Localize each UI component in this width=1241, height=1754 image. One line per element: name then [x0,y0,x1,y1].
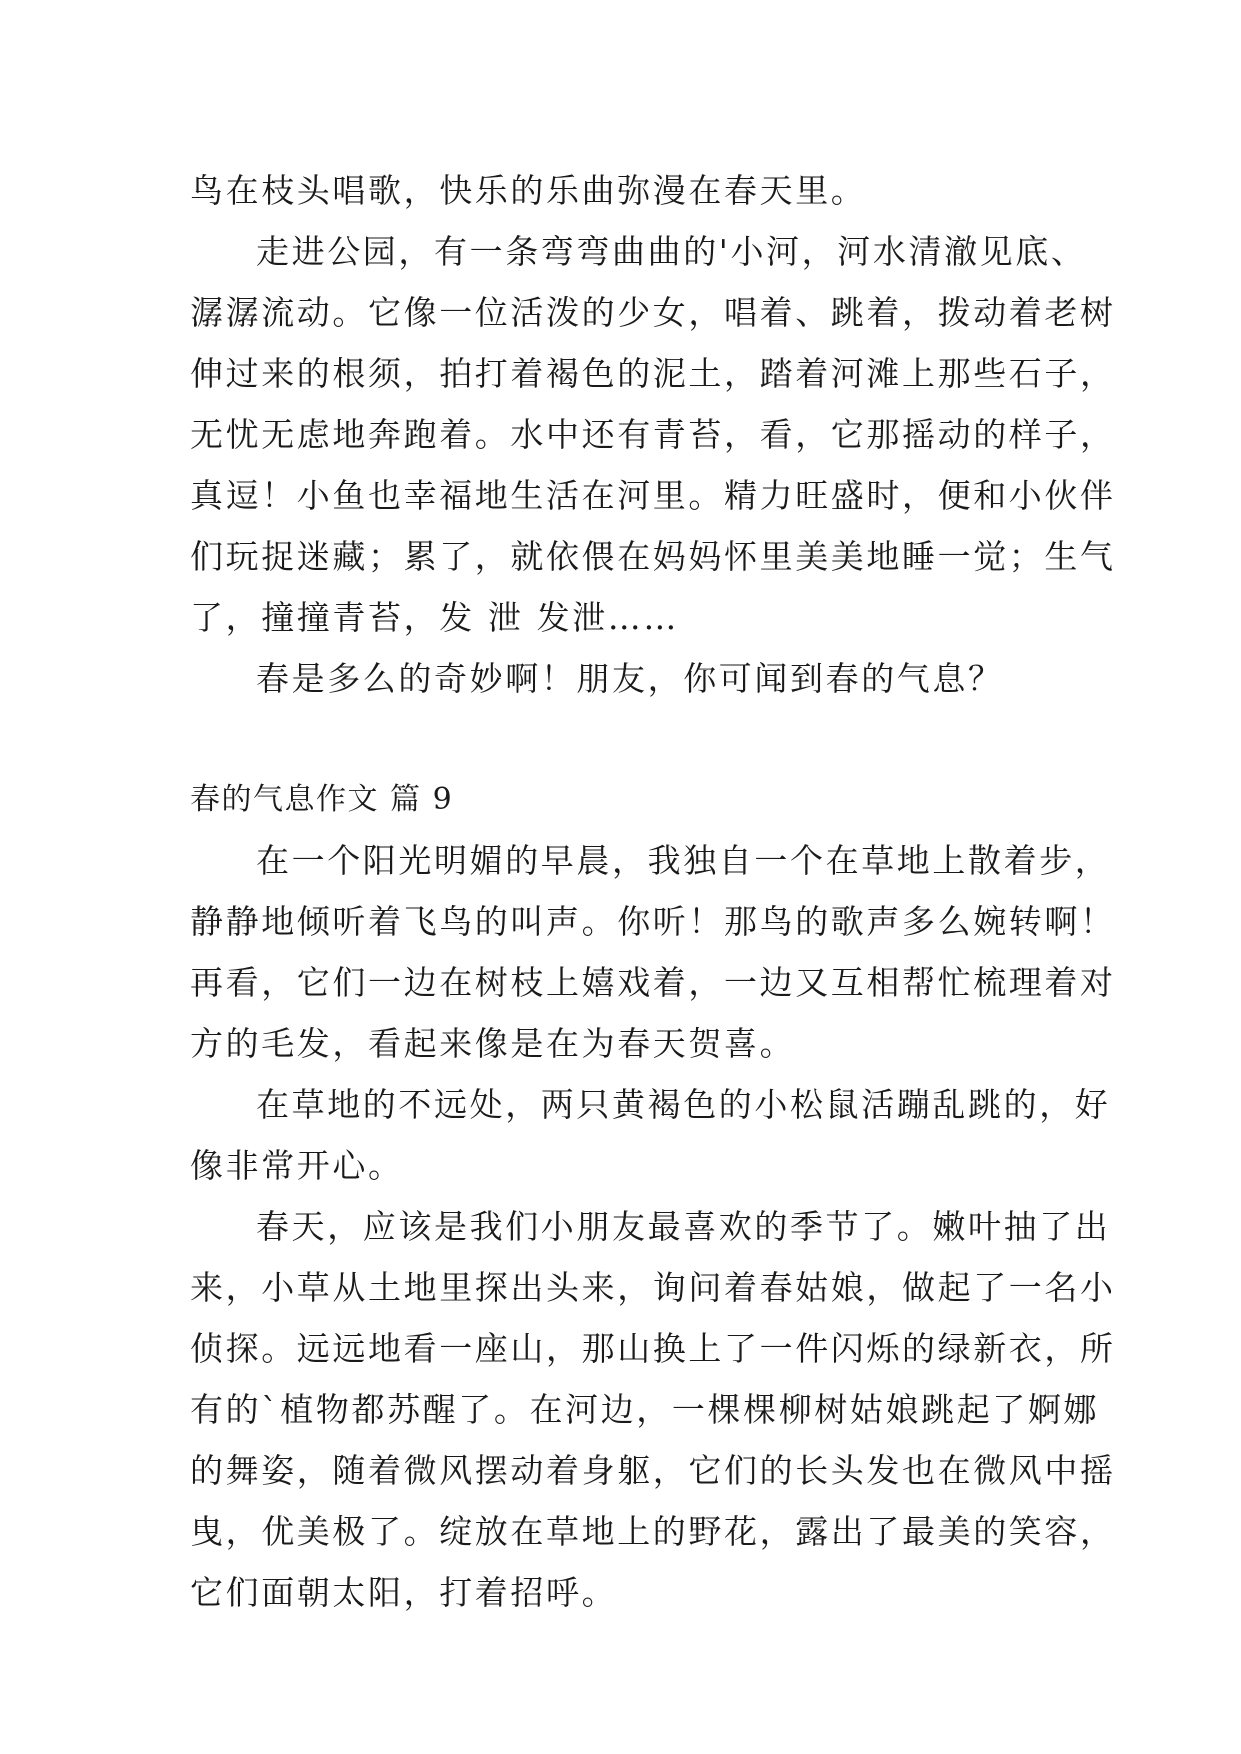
text-line: 再看，它们一边在树枝上嬉戏着，一边又互相帮忙梳理着对 [190,963,1116,1002]
text-line: 侦探。远远地看一座山，那山换上了一件闪烁的绿新衣，所 [190,1329,1116,1368]
text-line: 无忧无虑地奔跑着。水中还有青苔，看，它那摇动的样子， [190,415,1116,454]
text-line: 有的`植物都苏醒了。在河边，一棵棵柳树姑娘跳起了婀娜 [190,1390,1100,1429]
text-line: 真逗！小鱼也幸福地生活在河里。精力旺盛时，便和小伙伴 [190,476,1116,515]
text-line: 曳，优美极了。绽放在草地上的野花，露出了最美的笑容， [190,1512,1116,1551]
text-line: 的舞姿，随着微风摆动着身躯，它们的长头发也在微风中摇 [190,1451,1116,1490]
text-line: 方的毛发，看起来像是在为春天贺喜。 [190,1024,796,1063]
text-line: 鸟在枝头唱歌，快乐的乐曲弥漫在春天里。 [190,171,867,210]
section-gap [190,709,1060,769]
section-heading: 春的气息作文 篇 9 [190,782,454,817]
text-line: 潺潺流动。它像一位活泼的少女，唱着、跳着，拨动着老树 [190,293,1116,332]
text-line: 像非常开心。 [190,1146,404,1185]
text-line: 了，撞撞青苔，发 泄 发泄…… [190,598,679,637]
text-line: 它们面朝太阳，打着招呼。 [190,1573,618,1612]
text-line: 来，小草从土地里探出头来，询问着春姑娘，做起了一名小 [190,1268,1116,1307]
paragraph-start-line: 春天，应该是我们小朋友最喜欢的季节了。嫩叶抽了出 [256,1207,1111,1246]
paragraph-start-line: 在草地的不远处，两只黄褐色的小松鼠活蹦乱跳的，好 [256,1085,1111,1124]
paragraph-start-line: 春是多么的奇妙啊！朋友，你可闻到春的气息？ [256,659,1004,698]
document-page [190,160,1116,1623]
paragraph-start-line: 在一个阳光明媚的早晨，我独自一个在草地上散着步， [256,841,1111,880]
paragraph-start-line: 走进公园，有一条弯弯曲曲的'小河，河水清澈见底、 [256,232,1087,271]
text-line: 静静地倾听着飞鸟的叫声。你听！那鸟的歌声多么婉转啊！ [190,902,1116,941]
text-line: 伸过来的根须，拍打着褐色的泥土，踏着河滩上那些石子， [190,354,1116,393]
text-line: 们玩捉迷藏；累了，就依偎在妈妈怀里美美地睡一觉；生气 [190,537,1116,576]
